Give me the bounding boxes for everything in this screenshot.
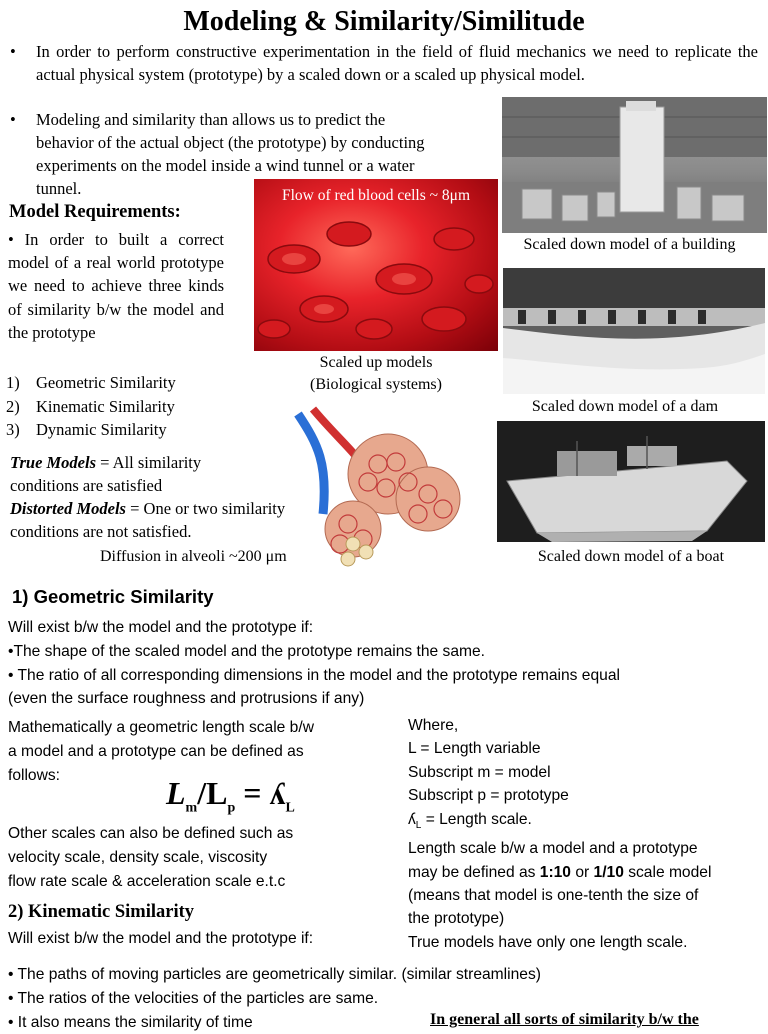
eq-lambda: ʎ	[269, 775, 286, 811]
where-definitions	[408, 714, 764, 954]
text-line: follows:	[8, 766, 60, 784]
list-item	[6, 371, 246, 395]
list-number: 2)	[6, 396, 20, 416]
list-item: • The paths of moving particles are geometrically similar. (similar streamlines)	[8, 966, 541, 983]
text-line: Will exist b/w the model and the prototype if:	[8, 619, 314, 636]
true-models-def: = All similarity conditions are satisfied	[10, 453, 202, 496]
alveoli-image	[278, 404, 478, 574]
text-line: Mathematically a geometric length scale b/w	[8, 719, 314, 736]
eq-p: p	[227, 800, 236, 816]
text-line: L = Length variable	[408, 740, 541, 758]
boat-model-image	[497, 421, 765, 542]
page-title: Modeling & Similarity/Similitude	[183, 6, 585, 37]
boat-model-illustration	[497, 421, 765, 542]
list-item	[6, 395, 246, 419]
bullet-dot: •	[10, 42, 16, 61]
ratio-2: 1/10	[593, 863, 624, 881]
text-line: •The shape of the scaled model and the prototype remains the same.	[8, 642, 486, 660]
lambda-rest: = Length scale.	[421, 810, 532, 828]
ratio-prefix: may be defined as	[408, 863, 540, 881]
text-line: Subscript p = prototype	[408, 787, 569, 805]
kinematic-heading: 2) Kinematic Similarity	[8, 902, 194, 922]
model-requirements-heading: Model Requirements:	[9, 202, 181, 222]
dam-caption: Scaled down model of a dam	[531, 398, 719, 415]
ratio-suffix: scale model	[623, 863, 712, 881]
text-line: velocity scale, density scale, viscosity	[8, 848, 268, 866]
list-label: Kinematic Similarity	[36, 396, 175, 416]
list-number: 3)	[6, 420, 20, 439]
list-label: Geometric Similarity	[36, 373, 176, 392]
eq-L: L	[166, 775, 186, 811]
boat-caption: Scaled down model of a boat	[537, 548, 725, 565]
text-line: Where,	[408, 717, 459, 734]
geometric-description	[8, 616, 764, 711]
building-model-image	[502, 97, 767, 233]
building-model-illustration	[502, 97, 767, 233]
text-line: True models have only one length scale.	[408, 933, 688, 951]
alveoli-illustration	[278, 404, 478, 574]
text-line: • The ratio of all corresponding dimensions in the model and the prototype remains equal	[8, 666, 620, 684]
lambda-definition	[408, 808, 764, 838]
text-line: a model and a prototype can be defined as	[8, 742, 304, 760]
true-models-definition	[10, 451, 255, 497]
model-requirements-text: • In order to built a correct model of a real world prototype we need to achieve three kinds of similarity b/w the model and the prototype	[8, 230, 224, 342]
building-caption: Scaled down model of a building	[523, 236, 736, 253]
list-item: • The ratios of the velocities of the particles are same.	[8, 989, 379, 1007]
eq-slash: /L	[197, 775, 228, 811]
caption-line: Scaled up models	[319, 354, 433, 371]
text-line: Other scales can also be defined such as	[8, 825, 294, 842]
general-similarity-note: In general all sorts of similarity b/w the	[430, 1011, 699, 1028]
red-blood-cells-image	[254, 179, 498, 351]
text-line: Length scale b/w a model and a prototype	[408, 840, 698, 858]
text-line: the prototype)	[408, 910, 505, 928]
length-scale-equation	[166, 775, 295, 816]
other-scales-text	[8, 822, 368, 893]
list-item: • It also means the similarity of time	[8, 1013, 253, 1031]
ratio-line	[408, 861, 764, 884]
list-item	[6, 418, 246, 442]
text-line: (even the surface roughness and protrusions if any)	[8, 690, 365, 708]
blood-cells-label: Flow of red blood cells ~ 8μm	[281, 187, 471, 204]
true-models-term: True Models	[10, 453, 97, 472]
text-line: Modeling and similarity than allows us to predict the	[36, 110, 386, 129]
geometric-heading: 1) Geometric Similarity	[12, 586, 214, 607]
text-line: experiments on the model inside a wind tunnel or a water	[36, 156, 415, 175]
distorted-models-term: Distorted Models	[10, 499, 126, 518]
scaled-up-caption	[253, 352, 499, 396]
ratio-or: or	[570, 863, 594, 881]
intro-bullet-1-text: In order to perform constructive experimentation in the field of fluid mechanics we need to replicate the actual physical system (prototype) by a scaled down or a scaled up physical model.	[36, 42, 758, 84]
caption-line: (Biological systems)	[310, 376, 442, 393]
alveoli-caption: Diffusion in alveoli ~200 μm	[100, 548, 287, 565]
distorted-models-definition	[10, 497, 310, 543]
text-line: flow rate scale & acceleration scale e.t.c	[8, 872, 286, 890]
text-line: behavior of the actual object (the prototype) by conducting	[36, 133, 425, 152]
text-line: Subscript m = model	[408, 763, 551, 781]
similarity-list	[6, 371, 246, 442]
ratio-1: 1:10	[539, 863, 571, 881]
eq-lsub: L	[285, 800, 295, 816]
lambda-sub: L	[415, 819, 422, 831]
text-line: (means that model is one-tenth the size of	[408, 886, 699, 904]
text-line: tunnel.	[36, 179, 82, 198]
distorted-models-def: = One or two similarity conditions are not satisfied.	[10, 499, 286, 542]
lambda-symbol: ʎ	[408, 810, 416, 828]
dam-model-illustration	[503, 268, 765, 394]
bullet-dot: •	[10, 110, 16, 129]
eq-equals: =	[235, 775, 270, 811]
kinematic-intro: Will exist b/w the model and the prototype if:	[8, 930, 314, 947]
dam-model-image	[503, 268, 765, 394]
list-label: Dynamic Similarity	[36, 420, 167, 439]
list-number: 1)	[6, 373, 20, 392]
eq-m: m	[185, 800, 198, 816]
